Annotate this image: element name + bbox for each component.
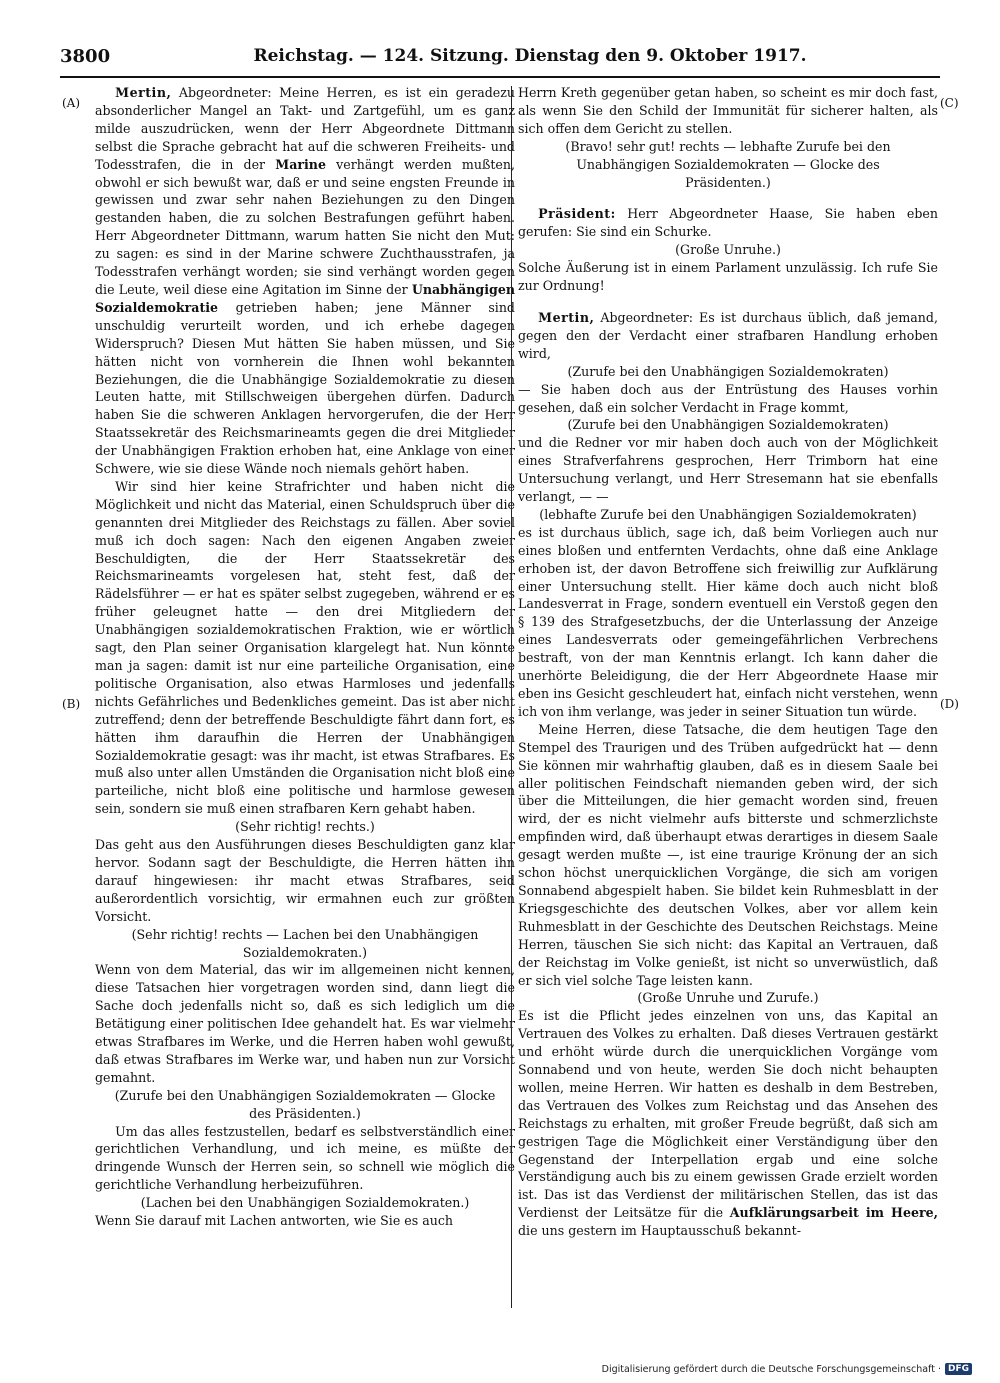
running-title: Reichstag. — 124. Sitzung. Dienstag den 9. Oktober 1917. xyxy=(253,46,807,66)
spacer xyxy=(518,295,938,309)
paragraph: Mertin, Abgeordneter: Es ist durchaus üblich, daß jemand, gegen den der Verdacht einer strafbaren Handlung erhoben wird, xyxy=(518,309,938,361)
paragraph: Mertin, Abgeordneter: Meine Herren, es ist ein geradezu absonderlicher Mangel an Takt- und Zartgefühl, um es ganz milde auszudrücken, wenn der Herr Abgeordnete Dittmann selbst die Sprache gebracht hat auf die schweren Freiheits- und Todesstrafen, die in der Marine verhängt werden mußten, obwohl er sich bewußt war, daß er und seine engsten Freunde in gewissen und zwar sehr nahen Beziehungen zu den Dingen gestanden haben, die zu solchen Bestrafungen geführt haben. Herr Abgeordneter Dittmann, warum hatten Sie nicht den Mut: zu sagen: es sind in der Marine schwere Zuchthausstrafen, ja Todesstrafen verhängt worden; sie sind verhängt worden gegen die Leute, weil diese eine Agitation im Sinne der Unabhängigen Sozialdemokratie getrieben haben; jene Männer sind unschuldig verurteilt worden, und ich erhebe dagegen Widerspruch? Diesen Mut hätten Sie haben müssen, und Sie hätten nicht von vornherein die Ihnen wohl bekannten Beziehungen, die die Unabhängige Sozialdemokratie zu diesen Leuten hatte, mit Stillschweigen übergehen dürfen. Dadurch haben Sie die schweren Anklagen hervorgerufen, die der Herr Staatssekretär des Reichsmarineamts gegen die drei Mitglieder der Unabhängigen Fraktion erhoben hat, eine Anklage von einer Schwere, wie sie diese Wände noch niemals gehört haben. xyxy=(95,85,515,477)
emphasis: Unabhängigen Sozialdemokratie xyxy=(95,281,515,315)
footer-text: Digitalisierung gefördert durch die Deutsche Forschungsgemeinschaft · xyxy=(601,1363,941,1375)
paragraph: es ist durchaus üblich, sage ich, daß beim Vorliegen auch nur eines bloßen und entfernten Verdachts, ohne daß eine Anklage erhoben ist, der davon Betroffene sich freiwillig zur Aufklärung einer Untersuchung stellt. Hier käme doch auch nicht bloß Landesverrat in Frage, sondern eventuell ein Verstoß gegen den § 139 des Strafgesetzbuchs, der die Unterlassung der Anzeige eines Landesverrats oder gemeingefährlichen Verbrechens bestraft, von der man Kenntnis erlangt. Ich kann daher die unerhörte Beleidigung, die der Herr Abgeordnete Haase mir eben ins Gesicht geschleudert hat, einfach nicht verstehen, wenn ich von ihm verlange, was jeder in seiner Situation tun würde. xyxy=(518,524,938,719)
interjection: (Große Unruhe und Zurufe.) xyxy=(637,990,819,1006)
interjection: (Zurufe bei den Unabhängigen Sozialdemokraten) xyxy=(567,363,889,379)
paragraph: Es ist die Pflicht jedes einzelnen von uns, das Kapital an Vertrauen des Volkes zu erhalten. Daß dieses Vertrauen gestärkt und erhöht würde durch die unerquicklichen Vorgänge vom Sonnabend und von heute, werden Sie doch nicht behaupten wollen, meine Herren. Wir hatten es deshalb in dem Bestreben, das Vertrauen des Volkes zum Reichstag und das Ansehen des Reichstags zu erhalten, mit großer Freude begrüßt, daß sich am gestrigen Tage die Möglichkeit einer Verständigung über den Gegenstand der Interpellation ergab und eine solche Verständigung auch bis zu einem gewissen Grade erzielt worden ist. Das ist das Verdienst der militärischen Stellen, das ist das Verdienst der Leitsätze für die Aufklärungsarbeit im Heere, die uns gestern im Hauptausschuß bekannt- xyxy=(518,1008,938,1239)
paragraph: Wenn Sie darauf mit Lachen antworten, wie Sie es auch xyxy=(95,1213,453,1229)
interjection: (lebhafte Zurufe bei den Unabhängigen Sozialdemokraten) xyxy=(539,506,917,522)
paragraph: Das geht aus den Ausführungen dieses Beschuldigten ganz klar hervor. Sodann sagt der Beschuldigte, die Herren hätten ihn darauf hingewiesen: ihr macht etwas Strafbares, seid außerordentlich vorsichtig, wir ermahnen euch zur größten Vorsicht. xyxy=(95,837,515,924)
digitization-footer xyxy=(602,1363,972,1375)
paragraph: Präsident: Herr Abgeordneter Haase, Sie haben eben gerufen: Sie sind ein Schurke. xyxy=(518,206,938,240)
page-header xyxy=(60,36,940,78)
page-number: 3800 xyxy=(60,45,111,67)
speaker-name: Mertin, xyxy=(115,85,172,100)
paragraph: Herrn Kreth gegenüber getan haben, so scheint es mir doch fast, als wenn Sie den Schild der Immunität für sicherer halten, als sich offen dem Gericht zu stellen. xyxy=(518,85,938,136)
interjection: (Zurufe bei den Unabhängigen Sozialdemokraten) xyxy=(567,417,889,433)
emphasis: Aufklärungsarbeit im Heere, xyxy=(729,1205,938,1221)
interjection: (Lachen bei den Unabhängigen Sozialdemokraten.) xyxy=(140,1195,470,1211)
emphasis: Marine xyxy=(275,156,326,172)
speaker-name: Mertin, xyxy=(538,309,595,325)
column-divider xyxy=(511,86,512,1308)
paragraph: Solche Äußerung ist in einem Parlament unzulässig. Ich rufe Sie zur Ordnung! xyxy=(518,260,938,294)
paragraph: — Sie haben doch aus der Entrüstung des Hauses vorhin gesehen, daß ein solcher Verdacht in Frage kommt, xyxy=(518,381,938,415)
left-column xyxy=(95,84,515,1309)
speaker-name: Präsident: xyxy=(538,206,616,222)
margin-marker-a: (A) xyxy=(62,96,81,110)
paragraph: Meine Herren, diese Tatsache, die dem heutigen Tage den Stempel des Traurigen und des Trüben aufgedrückt hat — denn Sie können mir wahrhaftig glauben, daß es in diesem Saale bei aller politischen Feindschaft niemanden geben wird, der sich über die Mitteilungen, die hier gemacht worden sind, freuen wird, der es nicht vielmehr aufs bitterste und schmerzlichste empfinden wird, daß überhaupt etwas derartiges in diesem Saale gesagt werden mußte —, ist eine traurige Krönung der an sich schon höchst unerquicklichen Vorgänge, die sich am vorigen Sonnabend abgespielt haben. Sie bildet kein Ruhmesblatt in der Kriegsgeschichte des deutschen Volkes, aber vor allem kein Ruhmesblatt in der Geschichte des Deutschen Reichstags. Meine Herren, täuschen Sie sich nicht: das Kapital an Vertrauen, daß der Reichstag im Volke genießt, ist nicht so unverwüstlich, daß er sich viel solche Tage leisten kann. xyxy=(518,721,938,988)
interjection: (Sehr richtig! rechts.) xyxy=(235,819,375,835)
dfg-logo: DFG xyxy=(945,1363,972,1375)
interjection: (Zurufe bei den Unabhängigen Sozialdemokraten — Glocke des Präsidenten.) xyxy=(114,1087,496,1121)
margin-marker-b: (B) xyxy=(62,697,81,711)
interjection: (Sehr richtig! rechts — Lachen bei den Unabhängigen Sozialdemokraten.) xyxy=(131,926,479,960)
interjection: (Große Unruhe.) xyxy=(675,242,781,258)
spacer xyxy=(518,191,938,205)
paragraph: Wenn von dem Material, das wir im allgemeinen nicht kennen, diese Tatsachen hier vorgetragen worden sind, dann liegt die Sache doch jedenfalls nicht so, daß es sich lediglich um die Betätigung einer politischen Idee gehandelt hat. Es war vielmehr etwas Strafbares im Werke, und die Herren haben wohl gewußt, daß etwas Strafbares im Werke war, und haben nun zur Vorsicht gemahnt. xyxy=(95,962,515,1085)
margin-marker-c: (C) xyxy=(940,96,959,110)
paragraph: Um das alles festzustellen, bedarf es selbstverständlich einer gerichtlichen Verhandlung, und ich meine, es müßte der dringende Wunsch der Herren sein, so schnell wie möglich die gerichtliche Verhandlung herbeizuführen. xyxy=(95,1123,515,1193)
paragraph: Wir sind hier keine Strafrichter und haben nicht die Möglichkeit und nicht das Material, einen Schuldspruch über die genannten drei Mitglieder des Reichstags zu fällen. Aber soviel muß ich doch sagen: Nach den eigenen Angaben zweier Beschuldigten, die der Herr Staatssekretär des Reichsmarineamts vorgelesen hat, steht fest, daß der Rädelsführer — er hat es später selbst zugegeben, während er es früher geleugnet hatte — den drei Mitgliedern der Unabhängigen sozialdemokratischen Fraktion, wie er wörtlich sagt, den Plan seiner Organisation klargelegt hat. Nun könnte man ja sagen: damit ist nur eine parteiliche Organisation, eine politische Organisation, also etwas Harmloses und jedenfalls nichts Gefährliches und Bedenkliches gemeint. Das ist aber nicht zutreffend; denn der betreffende Beschuldigte fährt dann fort, es hätten ihm daraufhin die Herren der Unabhängigen Sozialdemokratie gesagt: was ihr macht, ist etwas Strafbares. Es muß also unter allen Umständen die Organisation nicht bloß eine parteiliche, nicht bloß eine politische und harmlose gewesen sein, sondern sie muß einen strafbaren Kern gehabt haben. xyxy=(95,478,515,817)
paragraph: und die Redner vor mir haben doch auch von der Möglichkeit eines Strafverfahrens gesprochen, Herr Trimborn hat eine Untersuchung verlangt, und Herr Stresemann hat sie ebenfalls verlangt, — — xyxy=(518,435,938,505)
interjection: (Bravo! sehr gut! rechts — lebhafte Zurufe bei den Unabhängigen Sozialdemokraten — Glocke des Präsidenten.) xyxy=(565,138,891,190)
margin-marker-d: (D) xyxy=(940,697,959,711)
right-column xyxy=(518,84,938,1309)
